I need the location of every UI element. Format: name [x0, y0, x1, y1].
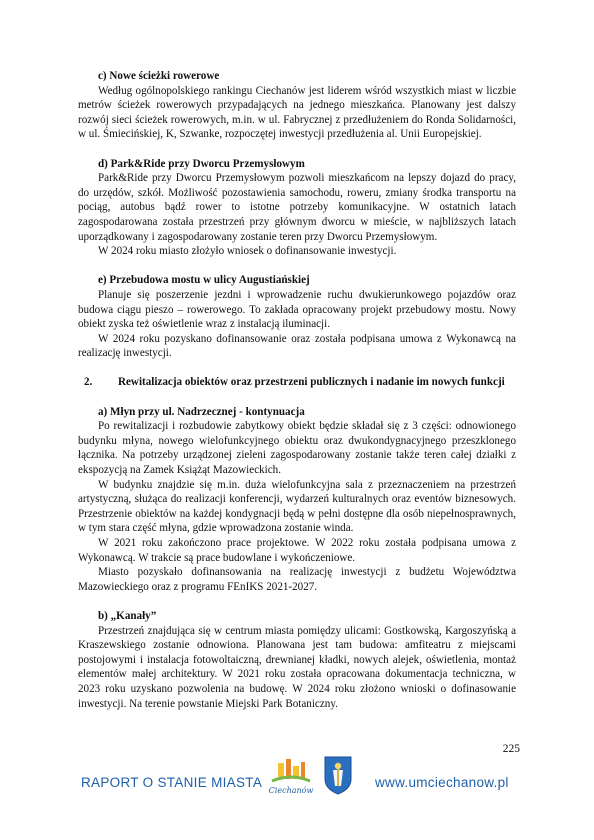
page-number: 225 — [502, 743, 520, 755]
section-title: c) Nowe ścieżki rowerowe — [98, 70, 220, 82]
chapter-title: Rewitalizacja obiektów oraz przestrzeni publicznych i nadanie im nowych funkcji — [118, 376, 505, 389]
footer-report-title: RAPORT O STANIE MIASTA — [81, 775, 263, 790]
section-bridge — [78, 273, 516, 361]
section-title: e) Przebudowa mostu w ulicy Augustiańskiej — [98, 274, 310, 287]
section-title: b) „Kanały” — [98, 609, 157, 622]
section-title: a) Młyn przy ul. Nadrzecznej - kontynuacja — [98, 405, 305, 418]
page-content — [78, 69, 516, 711]
section-canals — [78, 609, 516, 711]
paragraph: Po rewitalizacji i rozbudowie zabytkowy obiekt będzie składał się z 3 części: odnowionego budynku młyna, nowego wielofunkcyjnego obiektu oraz dwukondygnacyjnego przeszklonego łącznika. Na potrzeby urządzonej zieleni zagospodarowany zostanie także teren całej działki z ekspozycją na Zamek Książąt Mazowieckich. — [78, 420, 516, 477]
city-logo-icon — [266, 757, 316, 799]
paragraph: Według ogólnopolskiego rankingu Ciechanów jest liderem wśród wszystkich miast w liczbie metrów ścieżek rowerowych przypadających na jednego mieszkańca. Planowany jest dalszy rozwój sieci ścieżek rowerowych, m.in. w ul. Fabrycznej z przedłużeniem do Ronda Solidarności, w ul. Śmiecińskiej, K, Szwanke, rozpoczętej inwestycji przedłużenia al. Unii Europejskiej. — [78, 84, 516, 141]
coat-of-arms-icon — [323, 755, 353, 795]
city-logo-text: Ciechanów — [268, 786, 314, 795]
chapter-heading — [78, 375, 516, 390]
paragraph: W 2021 roku zakończono prace projektowe. W 2022 roku została podpisana umowa z Wykonawcą. W trakcie są prace budowlane i wykończeniowe. — [78, 537, 516, 564]
paragraph: Planuje się poszerzenie jezdni i wprowadzenie ruchu dwukierunkowego pojazdów oraz budowa ciągu pieszo – rowerowego. To zakłada opracowany projekt przebudowy mostu. Nowy obiekt zyska też oświetlenie wraz z instalacją iluminacji. — [78, 288, 516, 331]
paragraph: Przestrzeń znajdująca się w centrum miasta pomiędzy ulicami: Gostkowską, Kargoszyńską a Kraszewskiego zostanie odnowiona. Planowana jest tam budowa: amfiteatru z miejscami postojowymi i instalacja fotowoltaiczną, drewnianej kładki, nowych alejek, oświetlenia, montaż elementów małej architektury. W 2021 roku została opracowana dokumentacja techniczna, w 2023 roku uzyskano pozwolenia na budowę. W 2024 roku złożono wnioski o dofinasowanie inwestycji. Na terenie powstanie Miejski Park Botaniczny. — [78, 624, 516, 710]
section-title: d) Park&Ride przy Dworcu Przemysłowym — [98, 157, 305, 170]
section-park-and-ride — [78, 157, 516, 259]
paragraph: Park&Ride przy Dworcu Przemysłowym pozwoli mieszkańcom na lepszy dojazd do pracy, do urzędów, szkół. Możliwość pozostawienia samochodu, roweru, zmiany środka transportu na pociąg, autobus bądź rower to istotne potrzeby komunikacyjne. W ostatnich latach zagospodarowana została przestrzeń przy głównym dworcu w mieście, w najbliższych latach uporządkowany i zagospodarowany zostanie teren przy Dworcu Przemysłowym. — [78, 172, 516, 243]
section-mill — [78, 405, 516, 595]
section-bike-paths — [78, 69, 516, 142]
paragraph: W 2024 roku miasto złożyło wniosek o dofinansowanie inwestycji. — [98, 245, 397, 258]
paragraph: W budynku znajdzie się m.in. duża wielofunkcyjna sala z przeznaczeniem na przestrzeń artystyczną, służąca do realizacji konferencji, wydarzeń kulturalnych oraz eventów biznesowych. Przestrzenie obiektów na każdej kondygnacji będą w pełni dostępne dla osób niepełnosprawnych, w tym stara część młyna, gdzie wprowadzona zostanie winda. — [78, 478, 516, 535]
paragraph: Miasto pozyskało dofinansowania na realizację inwestycji z budżetu Województwa Mazowieckiego oraz z programu FEnIKS 2021-2027. — [78, 566, 516, 593]
footer-website-link[interactable]: www.umciechanow.pl — [375, 775, 509, 790]
paragraph: W 2024 roku pozyskano dofinansowanie oraz została podpisana umowa z Wykonawcą na realizację inwestycji. — [78, 332, 516, 360]
chapter-number: 2. — [84, 376, 93, 389]
